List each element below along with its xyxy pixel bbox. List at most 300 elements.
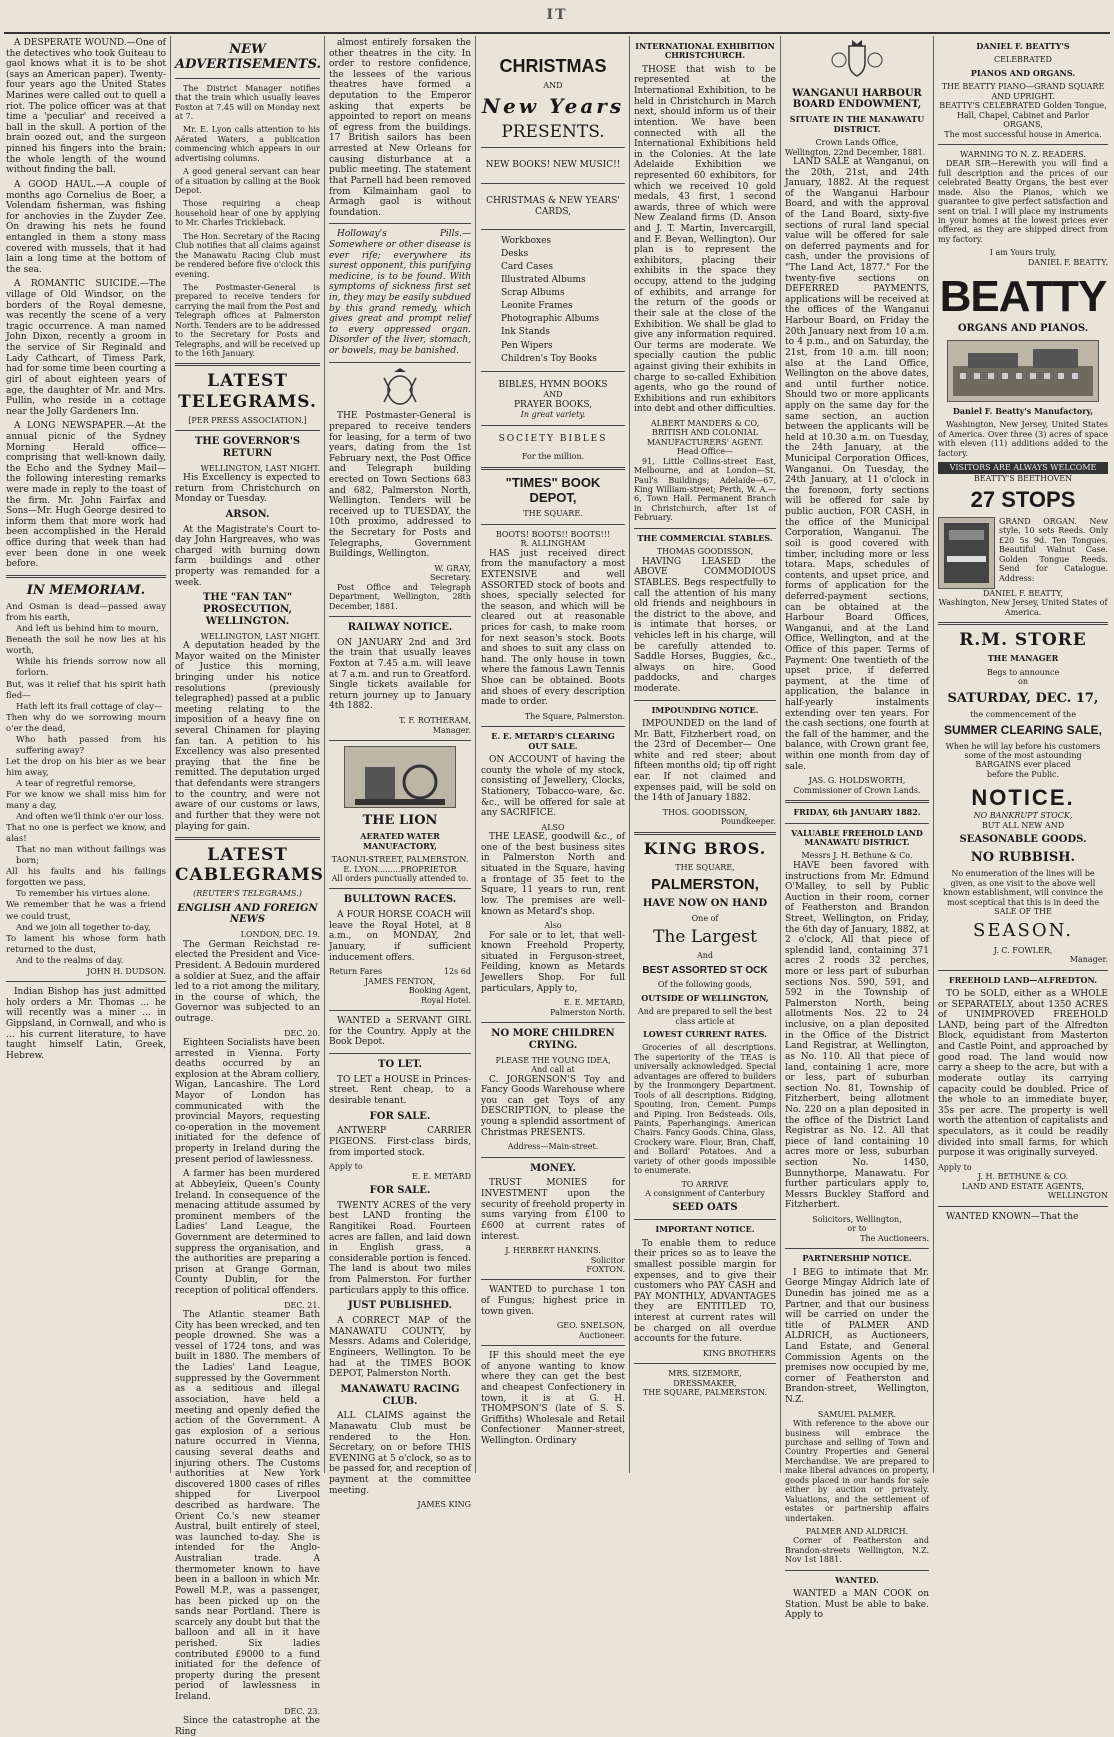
new-ad-item: A good general servant can hear of a situation by calling at the Book Depot. [175,167,320,196]
pianos-organs: PIANOS AND ORGANS. [970,67,1076,78]
money-title: MONEY. [530,1162,576,1174]
gift-item: Photographic Albums [501,314,600,325]
divider [329,616,471,617]
factory-note: Washington, New Jersey, United States of America. Over three (3) acres of space with eleven (11) additions added to the factory. [938,420,1108,458]
divider [481,229,625,230]
beatty-grand: THE BEATTY PIANO—GRAND SQUARE AND UPRIGHT. [941,82,1105,101]
wanted-title: WANTED. [835,1574,879,1585]
manders-address: 91, Little Collins-street East, Melbourne, and at London—St. Paul's Buildings; Adelaide—67, King William-street; Perth, W. A.—6, Town Hall. Permanent Branch in Christchurch, after 1st of February. [634,456,776,523]
divider [329,888,471,889]
alfredton-text: TO be SOLD, either as a WHOLE or SEPARATELY, about 1350 ACRES of UNIMPROVED FREEHOLD LAND, being part of the Alfredton Block, equidistant from Masterton and Castle Point, and approached by good road. The land would now carry a sheep to the acre, but with a moderate outlay its carrying capacity could be doubled. Price of the whole to an immediate buyer, 35s per acre. The property is well worth the attention of capitalists and speculators, as it could be readily divided into small farms, for which purpose it was originally surveyed. [938,989,1108,1159]
bethune-co: J. H. BETHUNE & CO. [977,1172,1069,1182]
cable-text-3: A farmer has been murdered at Abbeyleix, Queen's County Ireland. In consequence of the menacing attitude assumed by prominent members of the Ladies' Land League, the Government are determined to suppress the organisation, and the authorities are preparing a prison at Grange Gorman, County Dublin, for the reception of political offenders. [175,1169,320,1296]
divider [634,1219,776,1220]
divider [481,183,625,184]
new-ad-item: Mr. E. Lyon calls attention to his Aërated Waters, a publication commencing which appears in our advertising columns. [175,125,320,163]
important-text: To enable them to reduce their prices so as to leave the smallest possible margin for expenses, and to give their customers who PAY CASH and PAY MONTHLY, ADVANTAGES they are ENTITLED TO, interest at current rates will be charged on all overdue accounts for the future. [634,1238,776,1345]
races-fare-label: Return Fares [329,967,383,977]
money-role: Solicitor [590,1255,625,1265]
telegrams-title: LATEST TELEGRAMS. [178,371,317,412]
verse-line: That no man without failings was born; [16,845,166,867]
beatty-signature: DANIEL F. BEATTY. [1027,257,1108,267]
commence-line: the commencement of the [970,710,1076,719]
one-of: One of [691,913,719,923]
king-bros-title: KING BROS. [643,838,767,858]
verse-line: That no one is perfect we know, and alas! [6,823,166,845]
published-title: JUST PUBLISHED. [347,1300,453,1312]
metard-title: E. E. METARD'S CLEARING OUT SALE. [491,731,615,751]
lowest-rates: LOWEST CURRENT RATES. [643,1029,767,1040]
gift-item: Illustrated Albums [501,275,586,286]
verse-line: For we know we shall miss him for many a day, [6,789,166,812]
harbour-title: WANGANUI HARBOUR BOARD ENDOWMENT, [792,87,922,111]
cablegrams-title: LATEST CABLEGRAMS [175,845,324,886]
and-label: AND [543,81,563,91]
divider [481,371,625,372]
the-largest: The Largest [653,927,757,948]
palmer-addr: Corner of Featherston and Brandon-streets Wellington, N.Z. Nov 1st 1881. [785,1536,929,1565]
boots-name: R. ALLINGHAM [520,539,586,549]
bethune-role: LAND AND ESTATE AGENTS, [961,1181,1085,1191]
consignment: A consignment of Canterbury [645,1189,765,1199]
english-news-title: ENGLISH AND FOREIGN NEWS [177,902,318,926]
races-sign2: Booking Agent, [408,986,471,996]
reuters-label: (REUTER'S TELEGRAMS.) [193,889,302,899]
following-goods: Of the following goods, [657,980,753,990]
wanted-sign: GEO. SNELSON, [556,1321,625,1331]
cable-dateline-2: DEC. 20. [284,1028,320,1038]
bethune-loc: WELLINGTON [1047,1191,1108,1201]
column-divider [780,36,781,1473]
racing-text: ALL CLAIMS against the Manawatu Club must be rendered to the Hon. Secretary, on or before THIS EVENING at 5 o'clock, so as to be passed for, and reception of payment at the committee meeting. [329,1411,471,1496]
divider [6,981,166,982]
post-sign-office: Post Office and Telegraph Department, Wellington, 28th December, 1881. [329,582,471,611]
memoriam-title: IN MEMORIAM. [26,582,146,598]
outside-wellington: OUTSIDE OF WELLINGTON, [641,992,769,1003]
divider [175,363,320,366]
bethune-name: Messrs J. H. Bethune & Co. [801,851,913,861]
gift-item: Ink Stands [501,327,550,338]
article-long-newspaper: A LONG NEWSPAPER.—At the annual picnic of the Sydney Morning Herald office—comprising that well-known daily, the Echo and the Sydney Mail—the following interesting remarks were made in reply to the toast of the firm. Mr. John Fairfax and Sons—Mr. Hugh George desired to inform them that more work had been accomplished in the Herald office during that week than had ever been done in one week before. [6,421,166,570]
memoriam-signature: JOHN H. DUDSON. [87,966,166,976]
begs-line: Begs to announce [986,667,1060,677]
wanted-text: WANTED a MAN COOK on Station. Must be able to bake. Apply to [785,1589,929,1621]
divider [938,1206,1108,1207]
callat-line: And call at [531,1065,575,1075]
freehold-title: VALUABLE FREEHOLD LAND MANAWATU DISTRICT. [791,827,923,848]
harbour-sign: JAS. G. HOLDSWORTH, [808,776,906,786]
times-square: THE SQUARE. [523,509,583,519]
king-square: THE SQUARE, [675,862,735,872]
sale-of: SALE OF THE [994,907,1052,917]
harbour-role: Commissioner of Crown Lands. [793,785,921,795]
saturday-line: SATURDAY, DEC. 17, [947,690,1099,706]
no-rubbish: NO RUBBISH. [970,849,1076,865]
confectionery-text: IF this should meet the eye of anyone wanting to know where they can get the best and cheapest Confectionery in town, it is at G. H. THOMPSON'S (late of S. S. Griffiths) Wholesale and Retail Confectioner Manner-street, Wellington. Ordinary [481,1351,625,1447]
organ-text: GRAND ORGAN. New style, 10 sets Reeds. Only £20 5s 9d. Ten Tongues. Beautiful Walnut Case. Golden Tongue Reeds. Send for Catalogue. Address: [999,517,1108,583]
racing-title: MANAWATU RACING CLUB. [340,1383,460,1407]
divider [329,740,471,741]
verse-line: And we join all together to-day, [16,922,151,933]
gift-item: Desks [501,249,529,260]
column-4 [481,38,625,1471]
published-text: A CORRECT MAP of the MANAWATU COUNTY, by Messrs. Adams and Coleridge, Engineers, Wellington. To be had at the TIMES BOOK DEPOT, Palmerston North. [329,1316,471,1380]
column-divider [475,36,476,1473]
races-fare: 12s 6d [443,967,471,977]
railway-sign: T. F. ROTHERAM, [399,716,471,726]
cards-line: CHRISTMAS & NEW YEARS' CARDS, [486,195,620,217]
sale-title: FOR SALE. [369,1110,431,1122]
on-line: on [1018,677,1028,687]
beatty-logo: BEATTY [939,272,1107,322]
verse-line: And Osman is dead—passed away from his earth, [6,602,166,624]
auctioneers: The Auctioneers. [860,1233,929,1243]
palmer-sign: SAMUEL PALMER. [817,1409,897,1419]
divider [785,823,929,824]
newyears-title: New Years [481,93,625,118]
cable-dateline-3: DEC. 21. [284,1300,320,1310]
money-loc: FOXTON. [586,1265,625,1274]
lion-title: THE LION [362,812,438,828]
governor-dateline: WELLINGTON, LAST NIGHT. [200,463,320,473]
divider [634,528,776,529]
gift-item: Workboxes [501,236,552,247]
seed-oats: SEED OATS [672,1202,738,1214]
fowler-name: J. C. FOWLER, [993,945,1053,955]
races-sign3: Royal Hotel. [420,995,471,1005]
races-sign: JAMES FENTON, [364,976,436,986]
article-suicide: A ROMANTIC SUICIDE.—The village of Old Windsor, on the borders of the Royal demesne, was recently the scene of a very tragic occurrence. A man named John Dixon, recently a groom in the service of Sir Reginald and Lady Cathcart, of Timess Park, had for some time been courting a girl of about eighteen years of age, the daughter of Mr. and Mrs. Pullin, who reside in a cottage near the Jolly Gardeners Inn. [6,279,166,417]
sizemore-role: DRESSMAKER, [673,1378,737,1388]
article-good-haul: A GOOD HAUL.—A couple of months ago Cornelius de Boer, a Volendam fisherman, was fishing for anchovies in the Zuyder Zee. On drawing his nets he found entangled in them a stony mass covered with mussels, that it had lain a long time at the bottom of the sea. [6,179,166,275]
lion-proprietor: E. LYON.........PROPRIETOR [343,864,457,874]
metard-text-2: THE LEASE, goodwill &c., of one of the best business sites in Palmerston North and situated in the Square, having a frontage of 35 feet to the Square, 11 years to run, rent low. The premises are well-known as Metard's shop. [481,832,625,917]
exhibition-text: THOSE that wish to be represented at the International Exhibition, to be held in Christchurch in March next, should inform us of their intention. We have been connected with all the International Exhibitions held in the Colonies. At the late Adelaide Exhibition we represented 60 exhibitors, for which we received 10 gold medals, 43 first, 1 second awards, three of which were New Zealand firms (D. Anson and J. T. Martin, Invercargill, and F. Bevan, Wellington). Our plan is to represent the exhibitors, placing their exhibits in the space they occupy, attend to the judging of exhibits, and arrange for the return of the goods or their sale at the close of the Exhibition. We shall be glad to give any information required. Our terms are moderate. We specially caution the public against giving their exhibits in charge to so-called Exhibition agents, who go the round of Exhibitions and run exhibitors into debt and other difficulties. [634,64,776,415]
organ-block [938,517,1108,589]
governor-title: THE GOVERNOR'S RETURN [194,436,301,459]
article-bishop: Indian Bishop has just admitted holy orders a Mr. Thomas ... he will recently was a miner ... in Gippsland, in Cornwall, and who is ... his current literature, to have taught himself Latin, Greek, Hebrew. [6,987,166,1061]
fantan-title: THE "FAN TAN" PROSECUTION, WELLINGTON. [202,592,293,627]
divider [329,223,471,224]
boots-text: HAS just received direct from the manufactory a most EXTENSIVE and well ASSORTED stock of boots and shoes, specially selected for the season, and which will be cleared out at reasonable prices for cash, to make room for next season's stock. Boots and shoes to suit any class on hand. The only house in town where the famous Lawn Tennis Shoe can be obtained. Boots and shoes of every description made to order. [481,548,625,708]
stables-text: HAVING LEASED the ABOVE COMMODIOUS STABLES. Begs respectfully to call the attention of his many old friends and neighbours in the district to the above, and is intimate that horses, or vehicles left in his charge, will be carefully attended to. Saddle Horses, Buggies, &c., always on hire. Good paddocks, and charges moderate. [634,556,776,694]
jorgensen-addr: Address—Main-street. [507,1142,599,1152]
verse-line: Let the drop on his bier as we bear him away, [6,756,166,778]
divider [481,1345,625,1346]
holloway-ad: Holloway's Pills.—Somewhere or other disease is ever rife; everywhere its surest opponent, this purifying medicine, is to be found. With symptoms of sickness first set in, they may be easily subdued by this grand remedy, which gives great and prompt relief to every oppressed organ. Disorder of the liver, stomach, or bowels, may be banished. [329,229,471,357]
manders-name: ALBERT MANDERS & CO, [650,418,760,428]
column-divider [933,36,934,1473]
manager-line: THE MANAGER [987,653,1059,664]
prepared-line: And are prepared to sell the best class article at [637,1007,773,1026]
gift-items-list [481,235,625,365]
new-ad-item: The Hon. Secretary of the Racing Club notifies that all claims against the Manawatu Racing Club must be rendered before five o'clock this evening. [175,231,320,279]
top-rule [4,32,1110,34]
column-7 [938,38,1108,1471]
arson-title: ARSON. [225,508,270,520]
verse-line: To remember his virtues alone. [16,889,151,900]
column-3 [329,38,471,1510]
machine-illustration [344,746,456,808]
theatre-text: almost entirely forsaken the other theatres in the city. In order to restore confidence, the lessees of the various theatres have formed a deputation to the Emperor asking that experts be appointed to report on means of egress from the buildings. 17 British sailors has been arrested at New Orleans for causing disturbance at a public meeting. The statement that Parnell had been removed from Kilmainham gaol to Armagh gaol is without foundation. [329,38,471,218]
governor-text: His Excellency is expected to return from Christchurch on Monday or Tuesday. [175,473,320,505]
summer-sale: SUMMER CLEARING SALE, [943,723,1102,738]
verse-line: To lament his whose form hath returned to the dust, [6,933,166,955]
railway-text: ON JANUARY 2nd and 3rd the train that usually leaves Foxton at 7.45 a.m. will leave at 7 a.m. and run to Greatford. Single tickets available for return journey up to January 4th 1882. [329,637,471,712]
metard-text: ON ACCOUNT of having the county the whole of my stock, consisting of Jewellery, Clocks, Stationery, Tobacco-ware, &c. &c., will be offered for sale at any SACRIFICE. [481,755,625,819]
beatty-address-2: Washington, New Jersey, United States of America. [938,598,1108,617]
divider [175,430,320,431]
money-sign: J. HERBERT HANKINS. [505,1246,601,1256]
organs-pianos: ORGANS AND PIANOS. [957,323,1089,335]
metard-loc: Palmerston North. [550,1007,625,1017]
stops-count: 27 STOPS [970,487,1076,513]
please-line: PLEASE THE YOUNG IDEA, [495,1055,611,1065]
coat-of-arms-icon [785,38,929,84]
wanted-known: WANTED KNOWN—That the [946,1211,1079,1222]
sale2-text: TWENTY ACRES of the very best LAND fronting the Rangitikei Road. Fourteen acres are fallen, and laid down in English grass, a considerable portion is fenced. The land is about two miles from Palmerston. For further particulars apply to this office. [329,1200,471,1296]
article-wound: A DESPERATE WOUND.—One of the detectives who took Guiteau to gaol knows what it is to be shot (says an American paper). Twenty-four years ago the United States Marines were called out to quell a riot. The police officer was at that time a 'peculiar' and received a ball in the skull. A portion of the brain oozed out, and the surgeon pinned his fingers into the brain; the whole length of the wound without finding the ball. [6,38,166,176]
divider [175,837,320,840]
impound-text: IMPOUNDED on the land of Mr. Batt, Fitzherbert road, on the 23rd of December— One white and red steer; about fifteen months old; tip off right ear. If not claimed and expenses paid, will be sold on the 14th of January 1882. [634,719,776,804]
also-label: ALSO [541,822,565,832]
alfredton-title: FREEHOLD LAND—ALFREDTON. [948,974,1098,985]
manufactory: Daniel F. Beatty's Manufactory, [952,405,1094,416]
verse-line: All his faults and his failings forgotten we pass, [6,867,166,889]
money-text: TRUST MONIES for INVESTMENT upon the security of freehold property in sums varying from £100 to £600 at current rates of interest. [481,1178,625,1242]
have-now: HAVE NOW ON HAND [642,897,768,909]
railway-title: RAILWAY NOTICE. [347,622,453,633]
verse-line: And left us behind him to mourn, [16,624,159,635]
bargains-line: BARGAINS ever placed [975,760,1071,770]
exhibition-title: INTERNATIONAL EXHIBITION CHRISTCHURCH. [635,41,775,61]
post-sign-name: W. GRAY, [434,563,471,573]
lion-sub: AERATED WATER MANUFACTORY, [360,831,440,851]
fowler-role: Manager. [1069,955,1108,965]
tolet-text: TO LET a HOUSE in Princes-street. Rent cheap, to a desirable tenant. [329,1074,471,1106]
page-marker: IT [546,7,568,23]
sale-sign: E. E. METARD [412,1171,471,1181]
divider [481,425,625,426]
divider [481,1279,625,1280]
divider [329,1053,471,1054]
children-title: NO MORE CHILDREN CRYING. [491,1028,615,1051]
palmer-text: With reference to the above our business will embrace the purchase and selling of Town and Country Properties and General Merchandise. We are prepared to make liberal advances on property, goods placed in our hands for sale either by auction or privately. Valuations, and the settlement of estates or partnership affairs undertaken. [785,1419,929,1523]
column-6 [785,38,929,1621]
divider [785,1248,929,1249]
divider [481,1157,625,1158]
memoriam-verses [6,602,166,967]
impound-title: IMPOUNDING NOTICE. [651,704,759,715]
visitors-banner: VISITORS ARE ALWAYS WELCOME [938,462,1108,473]
season-title: SEASON. [973,920,1073,942]
gift-item: Card Cases [501,262,553,273]
sizemore-addr: THE SQUARE, PALMERSTON. [642,1388,768,1398]
fantan-dateline: WELLINGTON, LAST NIGHT. [200,631,320,641]
press-association: [PER PRESS ASSOCIATION.] [188,415,307,425]
new-ad-item: The District Manager notifies that the train which usually leaves Foxton at 7.45 will on Monday next at 7. [175,83,320,121]
lion-text: All orders punctually attended to. [331,874,469,884]
cable-text-1: The German Reichstad re-elected the President and Vice-President. A Bedouin murdered a soldier at Suez, and the affair led to a riot among the military, in the course of which, the Governor was subjected to an outrage. [175,939,320,1024]
christmas-title: CHRISTMAS [499,56,607,76]
sale-apply: Apply to [329,1162,363,1172]
gift-item: Children's Toy Books [501,353,597,364]
beatty-address: DANIEL F. BEATTY, [982,589,1064,598]
wanted-role: Auctioneer. [578,1330,625,1340]
post-tender-text: THE Postmaster-General is prepared to receive tenders for leasing, for a term of two years, dating from the 1st February next, the Post Office and Telegraph building erected on Town Sections 683 and 682, Palmerston North, Wellington. Tenders will be received up to TUESDAY, the 10th proximo, addressed to the Secretary for Posts and Telegraphs, Government Buildings, Wellington. [329,411,471,560]
also-label-2: Also [544,921,562,931]
sale-text: When he will lay before his customers some of the most astounding [945,741,1101,761]
verse-line: Who hath passed from his suffering away? [16,734,166,756]
cable-dateline-1: LONDON, DEC. 19. [240,930,320,940]
verse-line: Hath left its frail cottage of clay— [16,701,163,712]
harbour-sub: SITUATE IN THE MANAWATU DISTRICT. [789,114,925,134]
divider [481,524,625,525]
column-2 [175,38,324,1737]
divider [634,700,776,701]
gift-item: Scrap Albums [501,288,565,299]
stables-name: THOMAS GOODISSON, [656,547,754,557]
verse-line: Beneath the soil he now lies at his worth, [6,635,166,657]
store-title: R.M. STORE [959,630,1087,651]
society-bibles: SOCIETY BIBLES [498,433,608,444]
divider [785,1570,929,1571]
beethoven-title: BEATTY'S BEETHOVEN [973,473,1073,483]
partner-title: PARTNERSHIP NOTICE. [802,1253,912,1264]
servant-ad: WANTED a SERVANT GIRL for the Country. Apply at the Book Depot. [329,1016,471,1048]
solicitors: Solicitors, Wellington, [812,1215,902,1225]
verse-line: We remember that he was a friend we could trust, [6,900,166,922]
divider [329,362,471,363]
king-palmerston: PALMERSTON, [651,876,759,894]
or-to: or to [847,1224,867,1234]
divider [634,832,776,835]
divider [481,1022,625,1023]
crown-office: Crown Lands Office, [815,138,899,148]
king-sign: KING BROTHERS [702,1348,776,1358]
head-office: Head Office— [676,447,734,457]
divider [938,144,1108,145]
and-label-3: And [696,951,714,961]
crown-date: Wellington, 22nd December, 1881. [785,147,926,157]
divider [634,1363,776,1364]
grocery-list: Groceries of all descriptions. The superiority of the TEAS is universally acknowledged. Special advantages are offered to builders by the Ironmongery Department. Tools of all descriptions. Ridging, Spouting, Iron, Cement. Pumps and Piping. Iron Bedsteads. Oils, Paints, Paperhangings. American Chairs. Fancy Goods. China, Glass, Crockery ware. Flour, Bran, Chaff, and Bollard' Potatoes. And a variety of other goods impossible to enumerate. [634,1043,776,1176]
variety-line: In great variety. [520,410,586,420]
verse-line: And often we'll think o'er our loss. [16,812,165,823]
and-label-2: AND [543,390,563,400]
lion-address: TAONUI-STREET, PALMERSTON. [331,855,469,865]
enumeration-text: No enumeration of the lines will be given, as one visit to the above well known establishment, will convince the most sceptical that this is in deed the [942,869,1104,907]
divider [938,622,1108,625]
stables-title: THE COMMERCIAL STABLES. [637,532,773,543]
all-new: BUT ALL NEW AND [981,820,1065,830]
impound-role: Poundkeeper. [721,817,776,827]
manders-role: BRITISH AND COLONIAL MANUFACTURERS' AGENT. [646,428,764,447]
harbour-text: LAND SALE at Wanganui, on the 20th, 21st, and 24th January, 1882. At the request of the Wanganui Harbour Board, and with the approval of the Land Board, sixty-five sections of rural land special value will be offered for sale on deferred payments and for cash, under the provisions of "The Land Act, 1877." For the twenty-five sections on DEFERRED PAYMENTS, applications will be received at the offices of the Wanganui Harbour Board, on Friday the 20th January next from 10 a.m. to 4 p.m., and on Saturday, the 21st, from 10 a.m. till noon; also at the Land Office, Wellington on the above dates, and until further notice. Should two or more applicants apply on the same day for the same section, an auction between the applicants will be held at 10.30 a.m. on Tuesday, the 24th January, at the Municipal Corporation Offices, Wanganui. On Tuesday, the 24th January, at 11 o'clock in the forenoon, forty sections will be offered for sale by public auction, FOR CASH, in the office of the Municipal Corporation, Wanganui. The soil is good covered with timber, including more or less totara. Maps, schedules of contents, and upset price, and forms of application for the deferred-payment sections, can be obtained at the Harbour Board Offices, Wanganui, and at the Land Office, Wellington, and at the Office of this paper. Terms of Payment: One twentieth of the upset price, if deferred payment, at the time of application, the balance in half-yearly instalments extending over ten years. For the cash sections, one fourth at the fall of the hammer, and the balance, with Crown grant fee, within one month from day of sale. [785,156,929,772]
best-assorted: BEST ASSORTED ST OCK [642,964,768,976]
divider [6,575,166,578]
no-bankrupt: NO BANKRUPT STOCK, [973,811,1073,821]
wanted-text: WANTED to purchase 1 ton of Fungus; highest price in town given. [481,1285,625,1317]
column-divider [324,36,325,1473]
date-line: FRIDAY, 6th JANUARY 1882. [793,807,921,818]
boots-title: BOOTS! BOOTS!! BOOTS!!! [495,529,611,539]
divider [481,726,625,727]
jorgensen-text: C. JORGENSON'S Toy and Fancy Goods Warehouse where you can get Toys of any DESCRIPTION, to please the young a splendid assortment of Christmas PRESENTS. [481,1074,625,1138]
races-text: A FOUR HORSE COACH will leave the Royal Hotel, at 8 a.m., on MONDAY, 2nd January, if sufficient inducement offers. [329,910,471,963]
verse-line: And to the realms of day. [16,955,124,966]
tolet-title: TO LET. [378,1058,422,1070]
verse-line: While his friends sorrow now all forlorn. [16,657,166,679]
racing-sign: JAMES KING [417,1500,471,1510]
arson-text: At the Magistrate's Court to-day John Hargreaves, who was charged with burning down farm buildings and other property was remanded for a week. [175,524,320,588]
verse-line: A tear of regretful remorse, [16,778,136,789]
metard-sign: E. E. METARD, [563,998,625,1008]
notice-title: NOTICE. [971,785,1075,811]
impound-sign: THOS. GOODISSON, [662,807,748,817]
column-5 [634,38,776,1471]
fantan-text: A deputation headed by the Mayor waited on the Minister of Justice this morning, bringing under his notice resolutions (previously telegraphed) passed at a public meeting relating to the imposition of a heavy fine on several Chinamen for playing fan tan. A petition to his Excellency was also presented praying that the fine be remitted. The deputation urged that defendants were strangers to the country, and were not aware of our customs or laws, and further that they were not playing for gain. [175,641,320,832]
bibles-line: BIBLES, HYMN BOOKS [498,379,608,390]
boots-addr: The Square, Palmerston. [524,711,625,721]
important-title: IMPORTANT NOTICE. [655,1224,755,1235]
partner-text: I BEG to intimate that Mr. George Mingay Aldrich late of Dunedin has joined me as a Partner, and that our business will be carried on under the title of PALMER AND ALDRICH, as Auctioneers, Land Estate, and General Commission Agents on the premises now occupied by me, corner of Featherston and Brandon-street, Wellington, N.Z. [785,1267,929,1406]
factory-illustration [947,340,1099,402]
new-ad-item: The Postmaster-General is prepared to receive tenders for carrying the mail from the Post and Telegraph offices at Palmerston North. Tenders are to be addressed to the Secretary for Posts and Telegraphs, and will be received up to the 16th January. [175,282,320,359]
divider [481,467,625,470]
new-ad-item: Those requiring a cheap household hear of one by applying to Mr. Charles Trickleback. [175,199,320,228]
beatty-head: DANIEL F. BEATTY'S [976,41,1070,51]
beatty-america: The most successful house in America. [944,129,1102,139]
verse-line: But, was it relief that his spirit hath fled— [6,679,166,701]
races-title: BULLTOWN RACES. [343,894,457,906]
post-sign-role: Secretary. [429,573,471,583]
palmer-sign-2: PALMER AND ALDRICH. [805,1526,909,1536]
sale2-title: FOR SALE. [369,1185,431,1196]
seasonable-goods: SEASONABLE GOODS. [959,834,1087,846]
new-ads-list [175,84,320,359]
cable-dateline-4: DEC. 23. [284,1706,320,1716]
railway-role: Manager. [432,725,471,735]
divider [481,147,625,148]
books-music: NEW BOOKS! NEW MUSIC!! [485,160,621,171]
freehold-text: HAVE been favored with instructions from Mr. Edmund O'Malley, to sell by Public Auction in their room, corner of Featherston and Brandon Street, Wellington, on Friday, the 6th day of January, 1882, at 2 o'clock, All that piece of splendid land, containing 371 acres 2 roods 32 perches, more or less part of suburban sections Nos. 590, 591, and 592 in the Township of Palmerston North, being allotments Nos. 22 to 24 inclusive, on a plan deposited in the Office of the District Land Registrar, at Wellington, as No. 110. All that piece of land, containing 1 acre, more or less, part of suburban section No. 81, Township of Fitzherbert, being allotment No. 220 on a plan deposited in the office of the District Land Registrar as No. 12. All that piece of land containing 10 acres more or less, suburban section No. 1450, Bunnythorpe, Manawatu. For further particulars apply to, Messrs Buckley Stafford and Fitzherbert. [785,860,929,1211]
column-divider [629,36,630,1473]
cable-tail: Since the catastrophe at the Ring [175,1716,320,1737]
to-arrive: TO ARRIVE [681,1179,729,1189]
beatty-celebrated: CELEBRATED [994,55,1052,65]
sizemore-name: MRS. SIZEMORE, [668,1369,742,1379]
column-divider [170,36,171,1473]
divider [329,1010,471,1011]
yours-truly: I am Yours truly, [989,248,1057,258]
beatty-organ-line: BEATTY'S CELEBRATED Golden Tongue, Hall, Chapel, Cabinet and Parlor ORGANS, [939,101,1107,130]
divider [938,970,1108,971]
apply-line: Apply to [938,1162,972,1172]
times-depot: "TIMES" BOOK DEPOT, [505,474,601,506]
column-1 [6,38,166,1471]
divider [785,800,929,803]
cable-text-4: The Atlantic steamer Bath City has been wrecked, and ten people drowned. She was a vessel of 1724 tons, and was built in 1880. The members of the Ladies' Land League, suppressed by the Government as a seditious and illegal association, have held a meeting and openly defied the action of the Government. A gas explosion of a serious nature occurred in Vienna, causing several deaths and injuring others. The Customs authorities at New York discovered 1800 cases of rifles shipped for Liverpool described as hardware. The Orient Co.'s new steamer Austral, built entirely of steel, was launched to-day. She is intended for the Anglo-Australian trade. A thermometer known to have been in a balloon in which Mr. Powell M.P., was a passenger, has been picked up on the sands near Portland. There is scarcely any doubt but that the balloon and all in it have perished. Six ladies contributed £9000 to a fund initiated for the defence of property during the present period of lawlessness in Ireland. [175,1310,320,1702]
gift-item: Pen Wipers [501,340,553,351]
prayer-line: PRAYER BOOKS, [513,399,593,410]
sale-text: ANTWERP CARRIER PIGEONS. First-class birds, from imported stock. [329,1126,471,1158]
races-fares [329,967,471,976]
warning-line: WARNING TO N. Z. READERS. [960,149,1086,159]
before-public: before the Public. [986,769,1060,779]
metard-text-3: For sale or to let, that well-known Freehold Property, situated in Ferguson-street, Feilding, known as Metards Jewellers Shop. For full particulars, Apply to, [481,930,625,994]
gift-item: Leonite Frames [501,301,573,312]
